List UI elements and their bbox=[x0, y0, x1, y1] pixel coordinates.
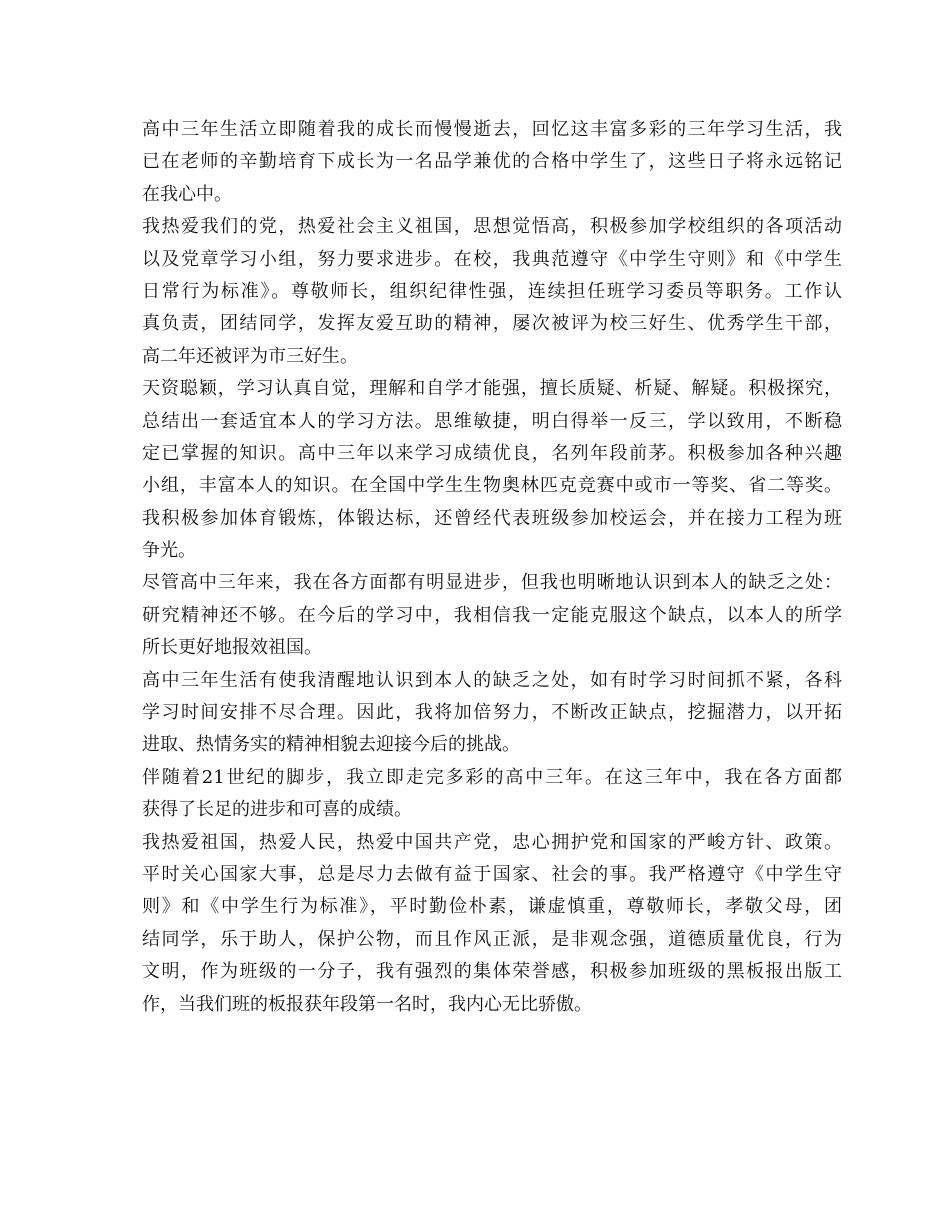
text-line: 定已掌握的知识。高中三年以来学习成绩优良，名列年段前茅。积极参加各种兴趣 bbox=[142, 442, 842, 464]
text-line: 高二年还被评为市三好生。 bbox=[142, 345, 358, 367]
text-line: 小组，丰富本人的知识。在全国中学生生物奥林匹克竞赛中或市一等奖、省二等奖。 bbox=[142, 475, 842, 497]
text-line: 研究精神还不够。在今后的学习中，我相信我一定能克服这个缺点，以本人的所学 bbox=[142, 604, 842, 626]
text-line: 已在老师的辛勤培育下成长为一名品学兼优的合格中学生了，这些日子将永远铭记 bbox=[142, 151, 842, 173]
document-body bbox=[142, 114, 842, 1021]
text-line: 进取、热情务实的精神相貌去迎接今后的挑战。 bbox=[142, 734, 520, 756]
text-line: 尽管高中三年来，我在各方面都有明显进步，但我也明晰地认识到本人的缺乏之处： bbox=[142, 572, 842, 594]
text-line: 文明，作为班级的一分子，我有强烈的集体荣誉感，积极参加班级的黑板报出版工 bbox=[142, 961, 842, 983]
text-line: 结同学，乐于助人，保护公物，而且作风正派，是非观念强，道德质量优良，行为 bbox=[142, 928, 842, 950]
text-line: 总结出一套适宜本人的学习方法。思维敏捷，明白得举一反三，学以致用，不断稳 bbox=[142, 410, 842, 432]
text-line: 在我心中。 bbox=[142, 183, 232, 205]
text-line: 获得了长足的进步和可喜的成绩。 bbox=[142, 799, 412, 821]
text-line: 争光。 bbox=[142, 540, 196, 562]
text-line: 作，当我们班的板报获年段第一名时，我内心无比骄傲。 bbox=[142, 993, 592, 1015]
text-line: 伴随着21世纪的脚步，我立即走完多彩的高中三年。在这三年中，我在各方面都 bbox=[142, 766, 842, 788]
text-line: 高中三年生活有使我清醒地认识到本人的缺乏之处，如有时学习时间抓不紧，各科 bbox=[142, 669, 842, 691]
text-line: 我热爱祖国，热爱人民，热爱中国共产党，忠心拥护党和国家的严峻方针、政策。 bbox=[142, 831, 842, 853]
text-line: 真负责，团结同学，发挥友爱互助的精神，屡次被评为校三好生、优秀学生干部， bbox=[142, 313, 842, 335]
text-line: 学习时间安排不尽合理。因此，我将加倍努力，不断改正缺点，挖掘潜力，以开拓 bbox=[142, 702, 842, 724]
text-line: 天资聪颖，学习认真自觉，理解和自学才能强，擅长质疑、析疑、解疑。积极探究， bbox=[142, 378, 842, 400]
text-line: 我热爱我们的党，热爱社会主义祖国，思想觉悟高，积极参加学校组织的各项活动 bbox=[142, 216, 842, 238]
text-line: 所长更好地报效祖国。 bbox=[142, 637, 322, 659]
text-line: 以及党章学习小组，努力要求进步。在校，我典范遵守《中学生守则》和《中学生 bbox=[142, 248, 842, 270]
text-line: 则》和《中学生行为标准》，平时勤俭朴素，谦虚慎重，尊敬师长，孝敬父母，团 bbox=[142, 896, 842, 918]
text-line: 平时关心国家大事，总是尽力去做有益于国家、社会的事。我严格遵守《中学生守 bbox=[142, 863, 842, 885]
text-line: 我积极参加体育锻炼，体锻达标，还曾经代表班级参加校运会，并在接力工程为班 bbox=[142, 507, 842, 529]
text-line: 高中三年生活立即随着我的成长而慢慢逝去，回忆这丰富多彩的三年学习生活，我 bbox=[142, 119, 842, 140]
text-line: 日常行为标准》。尊敬师长，组织纪律性强，连续担任班学习委员等职务。工作认 bbox=[142, 280, 842, 302]
